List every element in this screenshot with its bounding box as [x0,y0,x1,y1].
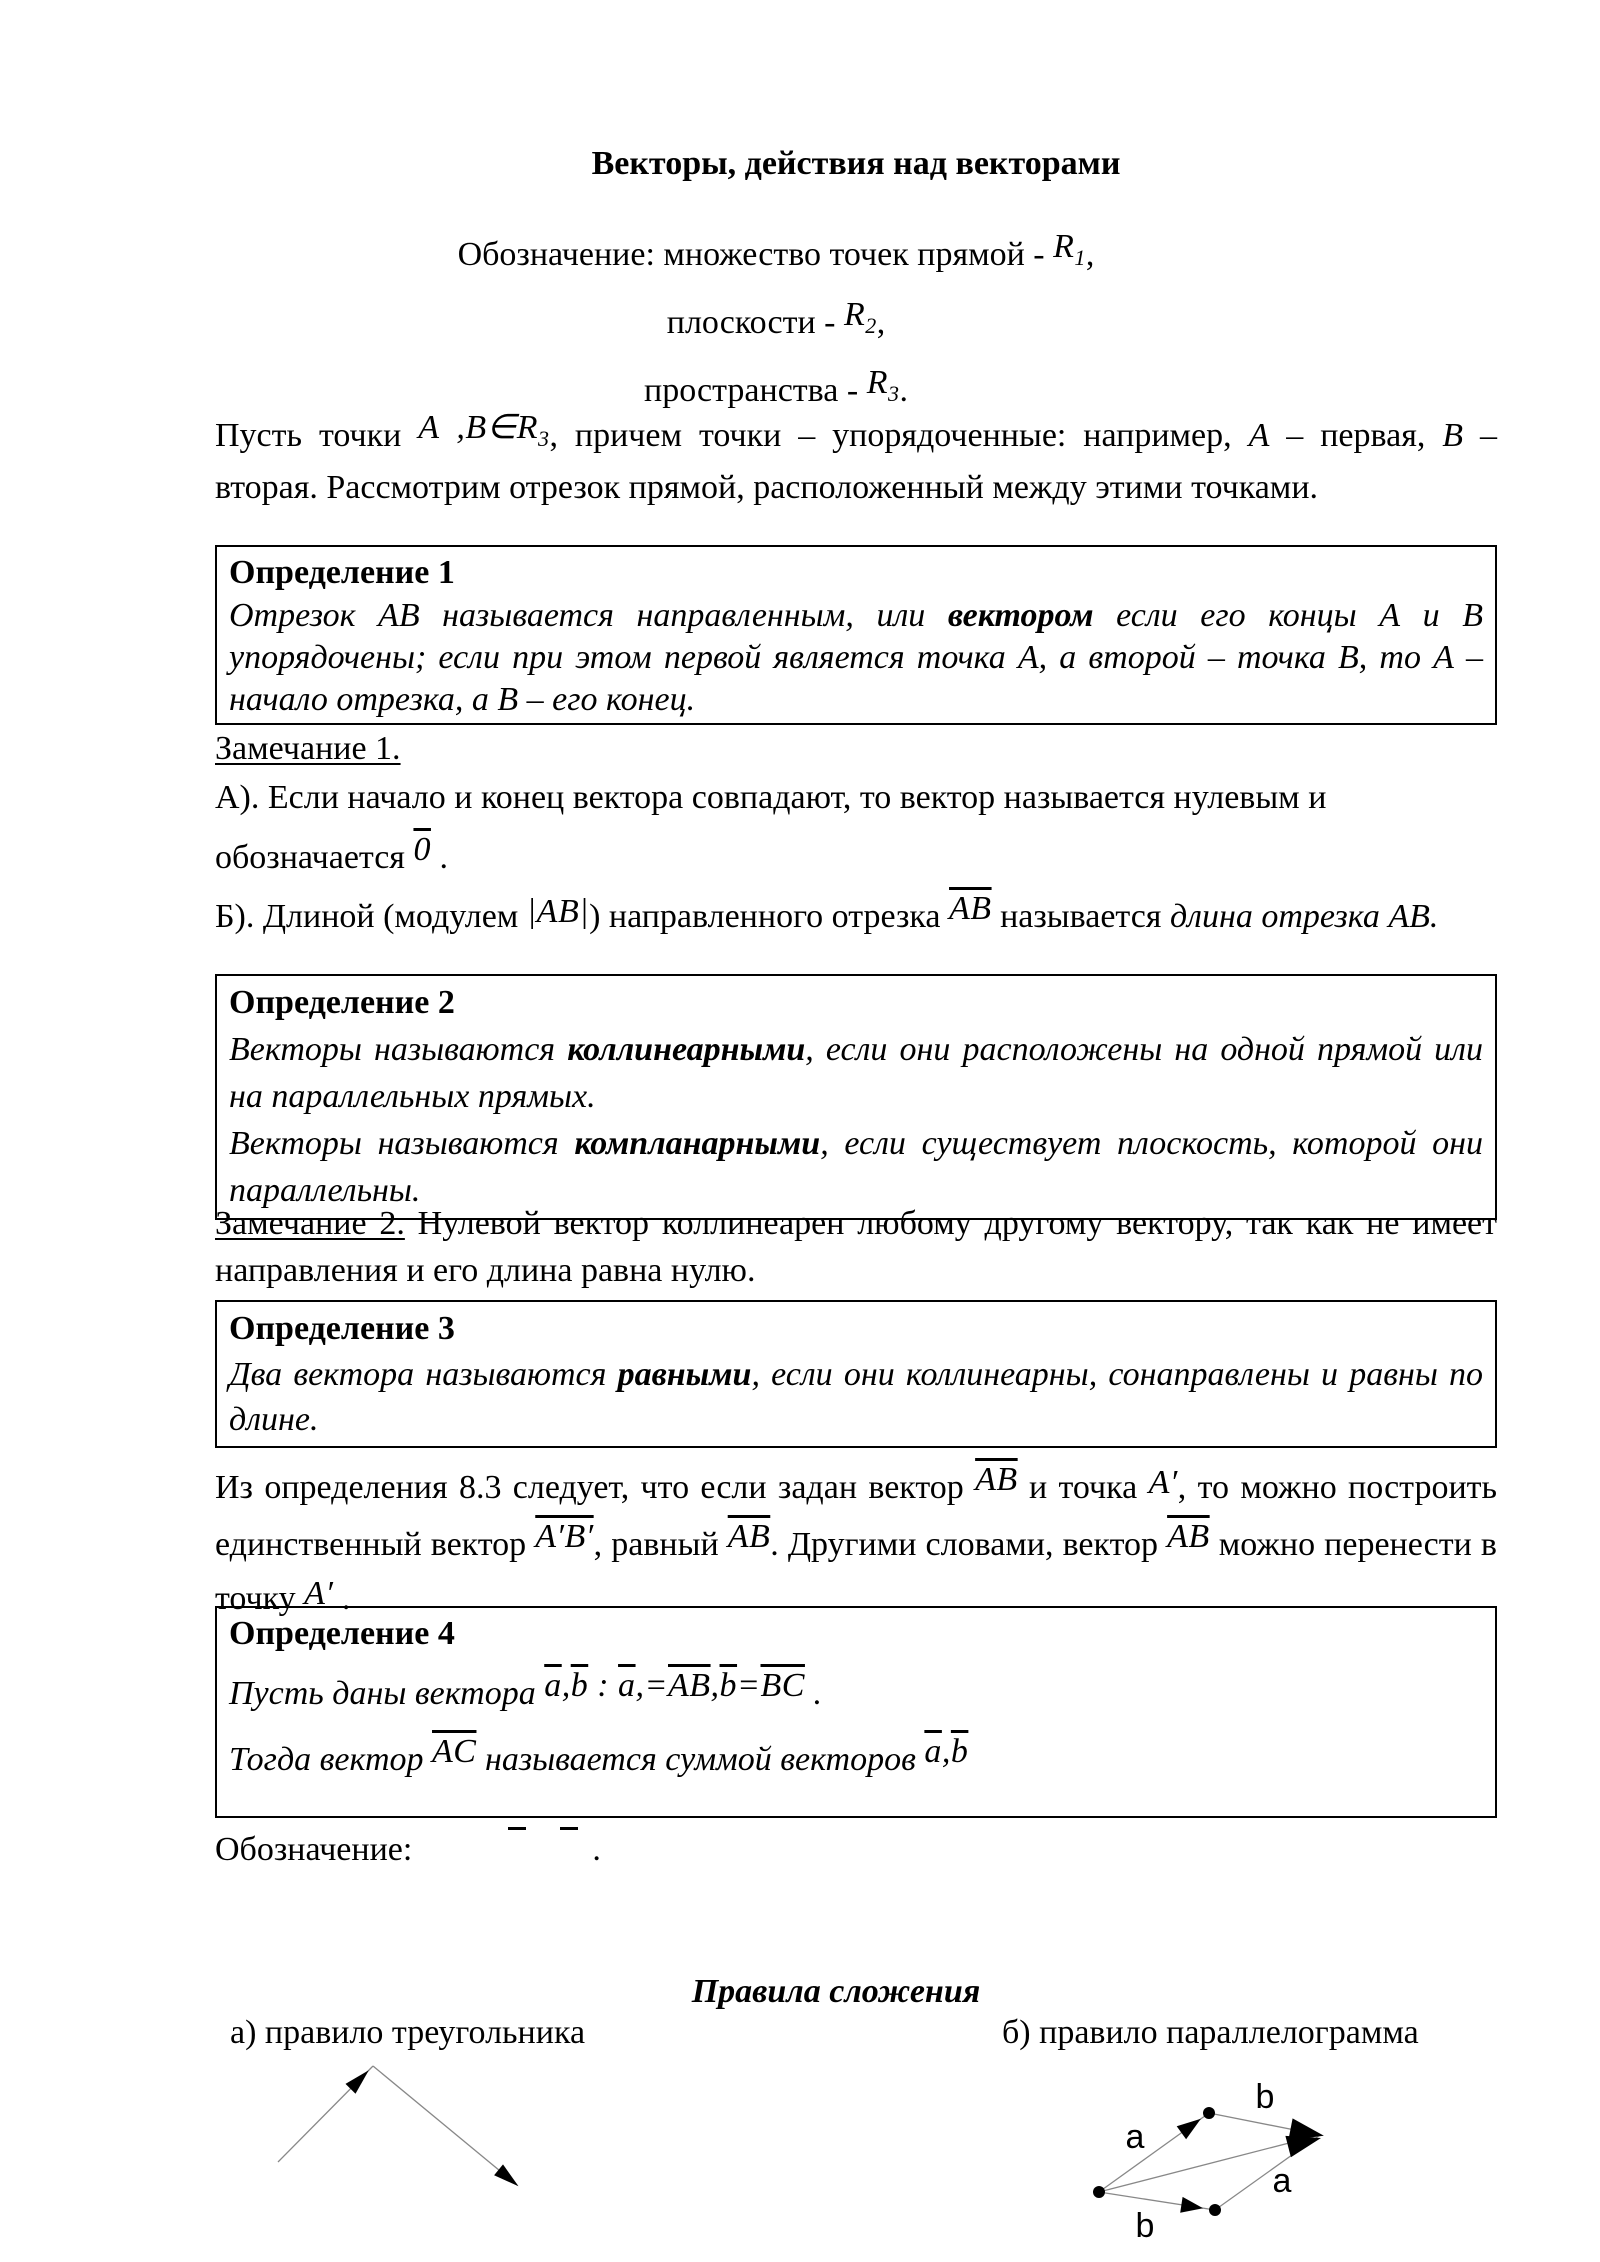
arrowhead-icon [1177,2119,1201,2140]
formula-ab-in-r3 [418,409,550,451]
notation-label: Обозначение: [215,1831,413,1868]
text-run: пространства - [644,372,867,409]
definition-1-heading: Определение 1 [229,554,455,591]
text-run: плоскости - [666,304,844,341]
formula-vector-ab: $\overline{AB}$ [727,1518,771,1555]
text-run: , если существует плоскость, которой они параллельны. [229,1125,1483,1209]
definition-3-body [229,1352,1483,1442]
text-run: называется [991,898,1170,935]
text-run: Обозначение: множество точек прямой - [457,236,1054,273]
underlined-heading: Замечание 1. [215,730,401,767]
text-run: – вторая. Рассмотрим отрезок прямой, расположенный между этими точками. [215,417,1498,506]
label-b-bottom: b [1135,2207,1155,2245]
arrowhead-icon [494,2164,518,2186]
text-run: Б). Длиной (модулем [215,898,527,935]
definition-1-body [229,595,1483,721]
label-b-top: b [1255,2078,1275,2116]
term-coplanar: компланарными [574,1125,821,1162]
formula-subscript: 3 [887,381,900,406]
formula-modulus-ab: |AB| [526,893,590,930]
vector-a: $\overline{a}$ [924,1733,942,1770]
arrowhead-icon [1180,2197,1203,2213]
term-collinear: коллинеарными [567,1031,806,1068]
text-run: называется суммой векторов [476,1741,925,1778]
macron-mark [560,1827,578,1854]
notation-line [215,1826,1497,1874]
formula-symbol: R [1053,228,1075,265]
vertex-dot [1203,2107,1215,2119]
text-run: Пусть точки [215,417,419,454]
text-run-italic: длина отрезка АВ. [1169,898,1439,935]
text-run: , если они коллинеарны, сонаправлены и равны по длине. [229,1356,1484,1438]
remark-2 [215,1200,1497,1294]
parallelogram-rule-label: б) правило параллелограмма [1002,2014,1419,2051]
formula-symbol: R [843,296,866,333]
formula-zero-vector: 0 [413,831,431,868]
intro-line-2 [215,286,1337,354]
text-run: . [592,1831,601,1868]
vector-b: $\overline{b}$ [719,1667,738,1704]
definition-box-4 [215,1606,1497,1818]
remark-1 [215,726,1497,941]
remark-1-item-b [215,884,1497,941]
formula-r1 [1053,228,1086,270]
vector-a: $\overline{a}$ [544,1667,562,1704]
formula-symbol: : [588,1667,619,1704]
formula-sum-setup [544,1667,805,1704]
paragraph-translation [215,1455,1497,1623]
text-run: . [430,839,448,876]
definition-box-2 [215,974,1497,1220]
var-a: A [1248,417,1270,454]
var-b: B [1442,417,1464,454]
arrowhead-icon [1285,2136,1321,2157]
vertex-dot [1093,2186,1105,2198]
definition-4-line-2 [229,1724,1483,1788]
vertex-dot [1209,2204,1221,2216]
text-run: – первая, [1269,417,1443,454]
vector-ab: $\overline{AB}$ [668,1667,711,1704]
text-run: . [333,1580,351,1617]
text-run: Два вектора называются [229,1356,618,1393]
text-run: Из определения 8.3 следует, что если задан вектор [215,1469,976,1506]
text-run: ) направленного отрезка [589,898,950,935]
text-run: , если они расположены на одной прямой или на параллельных прямых. [229,1031,1483,1115]
definition-3-heading: Определение 3 [229,1310,455,1347]
macron-mark [508,1827,526,1854]
term-vector: вектором [947,597,1094,634]
definition-4-heading: Определение 4 [229,1615,455,1652]
vector-bc: $\overline{BC}$ [760,1667,805,1704]
definition-box-3 [215,1300,1497,1448]
text-run: . Другими словами, вектор [770,1526,1168,1563]
document-title: Векторы, действия над векторами [591,145,1121,182]
text-run: Тогда вектор [229,1741,433,1778]
text-run: Отрезок АВ называется направленным, или [229,597,948,634]
vector-b: $\overline{b}$ [570,1667,589,1704]
formula-r2 [843,296,877,338]
triangle-rule-diagram [215,2046,615,2262]
formula-subscript: 3 [537,426,550,451]
formula-symbol: ,= [635,1667,668,1704]
text-run: А). Если начало и конец вектора совпадают, то вектор называется нулевым и обозначается [215,779,1327,876]
triangle-rule-label: а) правило треугольника [230,2014,586,2051]
formula-symbol: , [561,1667,571,1704]
vector-line-2 [373,2066,517,2185]
addition-rules-heading: Правила сложения [691,1973,981,2010]
vector-b: $\overline{b}$ [950,1733,969,1770]
notation-intro [215,218,1497,422]
text-run: Векторы называются [229,1125,575,1162]
paragraph-points [215,403,1497,512]
definition-2-body-1 [229,1026,1483,1120]
text-run: если его концы А и В упорядочены; если при этом первой является точка А, а второй – точка В, то А – начало отрезка, а В – его конец. [229,597,1483,718]
formula-vector-a-prime-b-prime: A′B′ [535,1518,594,1555]
formula-symbol: = [737,1667,761,1704]
definition-2-heading: Определение 2 [229,984,455,1021]
text-run: , равный [593,1526,728,1563]
text-run: Нулевой вектор коллинеарен любому другому вектору, так как не имеет направления и его длина равна нулю. [215,1205,1497,1289]
formula-vector-ab: $\overline{AB}$ [949,890,992,927]
formula-symbol: , [710,1667,720,1704]
formula-symbol: R [866,364,888,401]
vector-a: $\overline{a}$ [618,1667,636,1704]
term-equal: равными [617,1356,752,1393]
text-run: Векторы называются [229,1031,568,1068]
formula-point-a-prime: A′ [1148,1464,1178,1501]
formula-subscript: 2 [865,313,877,338]
text-run: и точка [1017,1469,1149,1506]
formula-point-a-prime: A′ [304,1575,334,1612]
formula-vector-ab: $\overline{AB}$ [1167,1518,1210,1555]
text-run: . [804,1675,822,1712]
formula-vector-ab: $\overline{AB}$ [975,1461,1018,1498]
formula-symbol: , [941,1733,951,1770]
formula-symbol: A ,B∈R [418,409,538,446]
text-run: , [876,304,886,341]
remark-1-item-a [215,772,1497,884]
text-run: , то можно построить единственный вектор [215,1469,1497,1563]
intro-line-1 [215,218,1337,286]
remark-1-title [215,726,1497,772]
parallelogram-rule-diagram [1050,2060,1480,2262]
label-a-right: a [1272,2162,1292,2200]
underlined-heading: Замечание 2. [215,1205,405,1242]
text-run: . [899,372,908,409]
text-run: Пусть даны вектора [229,1675,545,1712]
formula-subscript: 1 [1074,245,1086,270]
text-run: , причем точки – упорядоченные: например, [549,417,1249,454]
vector-ac: $\overline{AC}$ [432,1733,477,1770]
formula-a-b [924,1733,968,1770]
definition-4-line-1 [229,1656,1483,1724]
text-run: можно перенести в точку [215,1526,1497,1617]
definition-box-1 [215,545,1497,725]
text-run: , [1085,236,1095,273]
label-a-left: a [1125,2118,1145,2156]
formula-r3 [866,364,900,406]
